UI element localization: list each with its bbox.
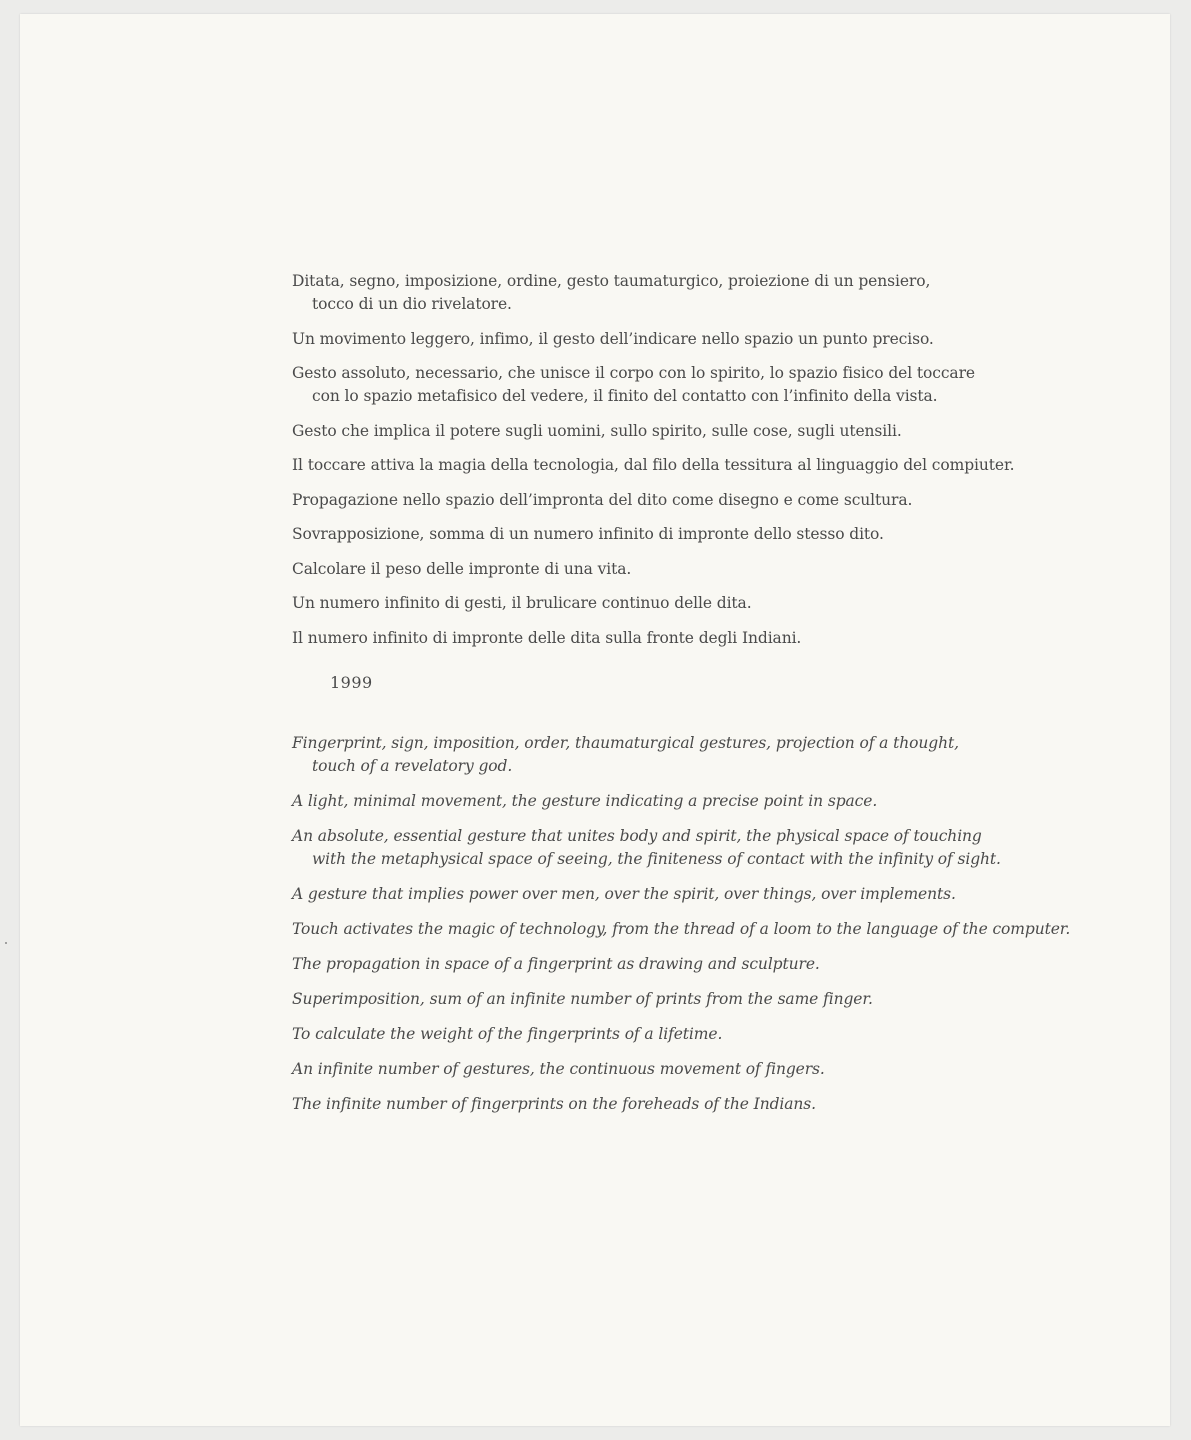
english-line: Fingerprint, sign, imposition, order, thaumaturgical gestures, projection of a thought, [292,734,959,752]
italian-line: Un numero infinito di gesti, il brulicare continuo delle dita. [292,594,752,612]
italian-line: Gesto che implica il potere sugli uomini, sullo spirito, sulle cose, sugli utensili. [292,421,902,440]
paper-sheet [20,14,1170,1426]
italian-line: Il toccare attiva la magia della tecnologia, dal filo della tessitura al linguaggio del compiuter. [292,456,1015,474]
italian-stanza [292,270,1012,316]
italian-line: Gesto assoluto, necessario, che unisce il corpo con lo spirito, lo spazio fisico del toccare [292,364,975,382]
italian-line: Il numero infinito di impronte delle dita sulla fronte degli Indiani. [292,628,802,647]
english-stanza [292,883,1012,906]
english-stanza [292,1023,1012,1046]
english-stanza [292,732,1012,778]
english-stanza [292,918,1071,941]
english-stanza [292,1093,1012,1116]
english-stanza [292,988,1012,1011]
italian-line: con lo spazio metafisico del vedere, il finito del contatto con l’infinito della vista. [312,387,938,405]
italian-stanza [292,420,1012,443]
italian-stanza [292,489,1012,512]
italian-line: tocco di un dio rivelatore. [312,295,512,313]
italian-line: Propagazione nello spazio dell’impronta del dito come disegno e come scultura. [292,490,913,509]
english-line: An absolute, essential gesture that unites body and spirit, the physical space of touching [292,827,982,845]
italian-stanza [292,523,1012,546]
english-stanza [292,953,1012,976]
english-poem [292,732,1071,1128]
italian-stanza [292,627,1012,650]
english-line: Superimposition, sum of an infinite number of prints from the same finger. [292,990,873,1008]
italian-stanza [292,328,1012,351]
poem-year: 1999 [330,673,373,692]
english-stanza [292,1058,1012,1081]
english-line: Touch activates the magic of technology, from the thread of a loom to the language of the computer. [292,920,1071,938]
italian-line: Un movimento leggero, infimo, il gesto dell’indicare nello spazio un punto preciso. [292,329,934,348]
italian-line: Calcolare il peso delle impronte di una vita. [292,559,632,578]
english-line: An infinite number of gestures, the continuous movement of fingers. [292,1060,825,1078]
english-line: The propagation in space of a fingerprint as drawing and sculpture. [292,955,820,973]
italian-stanza [292,362,1012,408]
italian-stanza [292,592,1012,615]
italian-line: Sovrapposizione, somma di un numero infinito di impronte dello stesso dito. [292,525,884,543]
paper-speck [5,942,7,944]
english-line: To calculate the weight of the fingerprints of a lifetime. [292,1025,723,1043]
english-stanza [292,790,1012,813]
italian-stanza [292,558,1012,581]
italian-line: Ditata, segno, imposizione, ordine, gesto taumaturgico, proiezione di un pensiero, [292,272,931,290]
english-stanza [292,825,1012,871]
english-line: touch of a revelatory god. [312,757,513,775]
english-line: A gesture that implies power over men, over the spirit, over things, over implements. [292,885,956,903]
english-line: with the metaphysical space of seeing, the finiteness of contact with the infinity of sight. [312,850,1001,868]
english-line: A light, minimal movement, the gesture indicating a precise point in space. [292,792,878,810]
italian-poem [292,270,1015,661]
english-line: The infinite number of fingerprints on the foreheads of the Indians. [292,1095,816,1113]
italian-stanza [292,454,1015,477]
